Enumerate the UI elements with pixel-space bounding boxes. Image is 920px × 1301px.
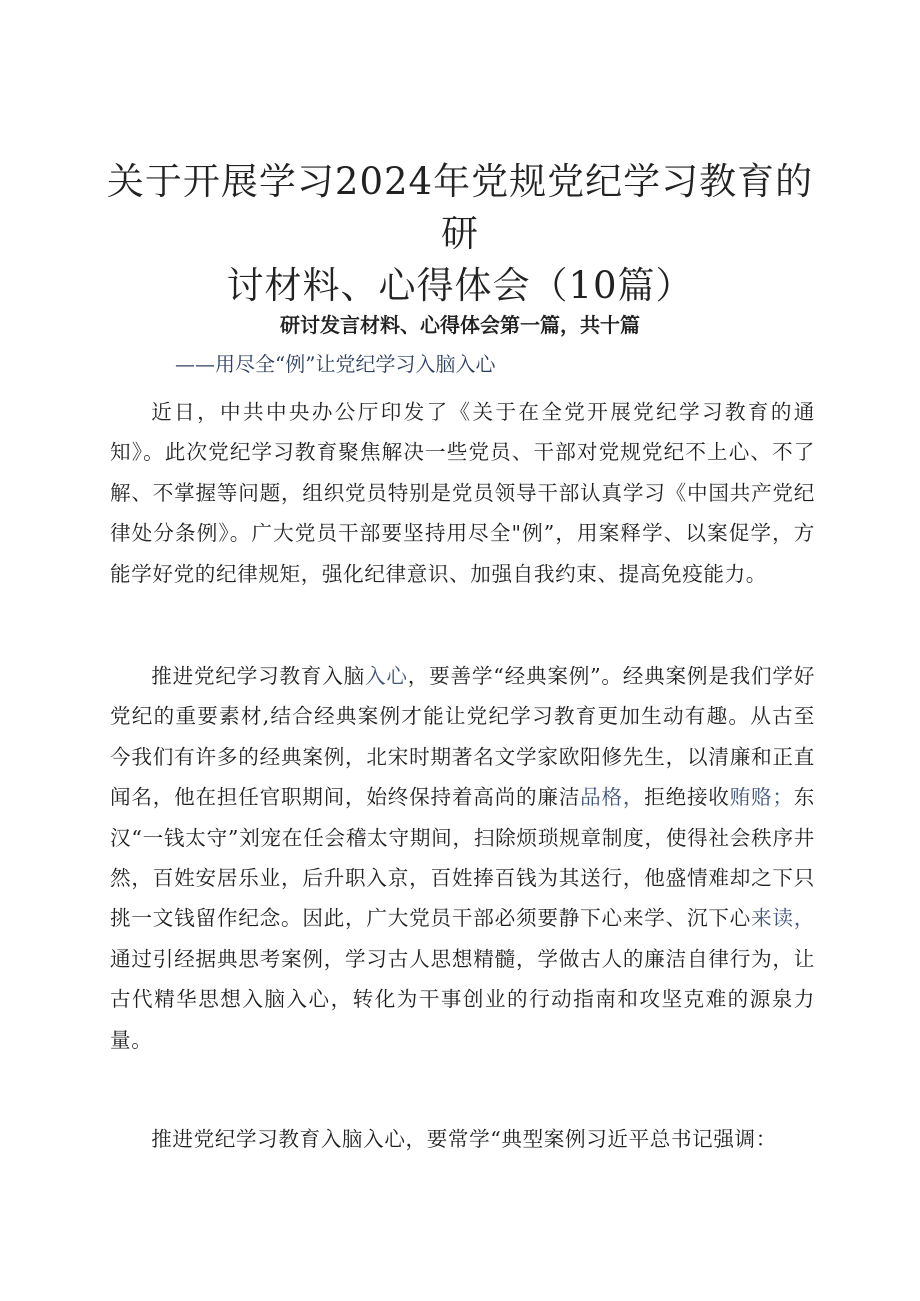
body-paragraph-3 <box>110 1119 815 1159</box>
section-heading: 研讨发言材料、心得体会第一篇，共十篇 <box>280 313 640 337</box>
paragraph-segment: 推进党纪学习教育入脑 <box>151 664 365 688</box>
document-title-line-1: 关于开展学习2024年党规党纪学习教育的研 <box>106 160 814 255</box>
paragraph-segment-tinted: 来读， <box>751 906 815 931</box>
paragraph-text: 近日，中共中央办公厅印发了《关于在全党开展党纪学习教育的通知》。此次党纪学习教育聚焦解决一些党员、干部对党规党纪不上心、不了解、不掌握等问题，组织党员特别是党员领导干部认真学习《中国共产党纪律处分条例》。广大党员干部要坚持用尽全"例”，用案释学、以案促学，方能学好党的纪律规矩，强化纪律意识、加强自我约束、提高免疫能力。 <box>110 400 815 586</box>
paragraph-text: 推进党纪学习教育入脑入心，要常学“典型案例习近平总书记强调： <box>151 1127 777 1151</box>
body-paragraph-2 <box>110 656 815 1060</box>
document-title <box>100 156 820 312</box>
document-title-line-2: 讨材料、心得体会（10篇） <box>226 264 694 307</box>
paragraph-segment: 通过引经据典思考案例，学习古人思想精髓，学做古人的廉洁自律行为，让古代精华思想入脑入心，转化为干事创业的行动指南和攻坚克难的源泉力量。 <box>110 946 815 1052</box>
paragraph-text <box>110 656 815 1060</box>
paragraph-segment: ，要善学“经典案例”。经典案例是我们学好党纪的重要素材,结合经典案例才能让党纪学习教育更加生动有趣。从古至今我们有许多的经典案例，北宋时期著名文学家欧阳修先生，以清廉和正直闻名，他在担任官职期间，始终保持着高尚的廉洁 <box>110 664 816 810</box>
paragraph-segment: 拒绝接收 <box>644 785 730 810</box>
paragraph-segment-tinted: 贿赂； <box>729 785 794 810</box>
paragraph-segment: 东汉“一钱太守”刘宠在任会稽太守期间，扫除烦琐规章制度，使得社会秩序井然，百姓安居乐业，后升职入京，百姓捧百钱为其送行，他盛情难却之下只挑一文钱留作纪念。因此，广大党员干部必须要静下心来学、沉下心 <box>110 785 815 931</box>
body-paragraph-1 <box>110 392 815 594</box>
paragraph-segment-tinted: 品格， <box>580 785 645 810</box>
section-subtitle: ——用尽全“例”让党纪学习入脑入心 <box>175 352 496 376</box>
paragraph-segment-tinted: 入心 <box>364 664 408 688</box>
